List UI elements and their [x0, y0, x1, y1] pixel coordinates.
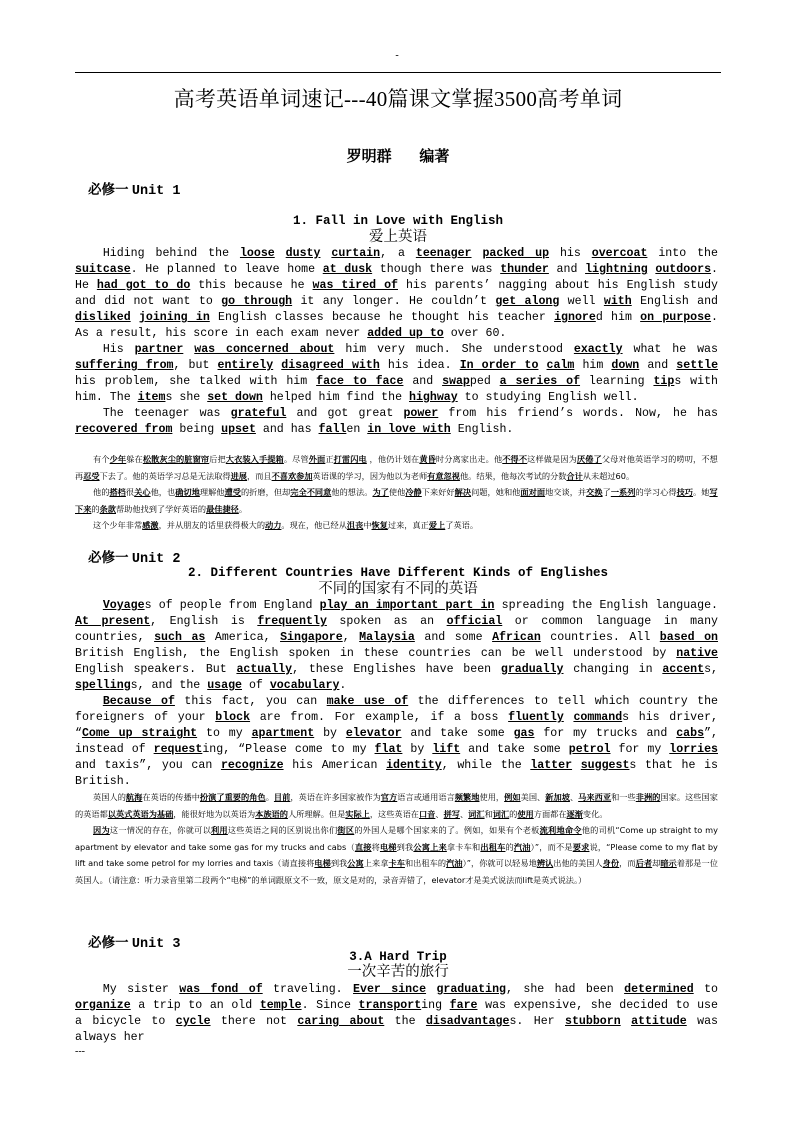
vocab-term: 窗帘: [192, 454, 210, 464]
vocab-term: block: [215, 711, 251, 724]
vocab-term: 要求: [572, 841, 590, 852]
vocab-term: cycle: [175, 1015, 211, 1028]
vocab-term: 词汇: [492, 808, 510, 819]
vocab-term: 实际上: [345, 808, 370, 819]
author-name: 罗明群: [346, 149, 392, 165]
header-rule: [75, 72, 721, 73]
vocab-term: 关心: [134, 487, 151, 497]
vocab-term: 汽油: [513, 841, 531, 852]
vocab-term: on purpose: [640, 311, 712, 324]
vocab-term: 打雷闪电: [333, 454, 367, 464]
paragraph: The teenager was grateful and got great power from his friend’s words. Now, he has recovered from being upset and has fallen in love with English.: [75, 407, 718, 436]
vocab-term: apartment: [251, 727, 315, 740]
page-footer-mark: ---: [75, 1046, 85, 1057]
paragraph: My sister was fond of traveling. Ever since graduating, she had been determined to organize a trip to an old temple. Since transporting fare was expensive, she decided to use a bicycle to cycle there not caring about the disadvantages. Her stubborn attitude was always her: [75, 983, 718, 1044]
vocab-term: graduating: [436, 983, 507, 996]
vocab-term: face to face: [316, 375, 404, 388]
english-passage: [75, 982, 718, 1046]
vocab-term: 确切地: [175, 487, 200, 497]
vocab-term: 航海: [125, 792, 143, 802]
vocab-term: 不喜欢参加: [271, 470, 313, 481]
vocab-term: 外面: [308, 454, 326, 464]
vocab-term: native: [676, 647, 718, 660]
unit-heading: [88, 181, 180, 201]
vocab-term: 搭档: [109, 487, 126, 497]
vocab-term: a series of: [499, 375, 581, 388]
vocab-term: power: [403, 407, 439, 420]
page-top-mark: -: [395, 50, 399, 61]
lesson-title-en: 3.A Hard Trip: [349, 950, 447, 964]
vocab-term: with: [603, 295, 632, 308]
vocab-term: 恢复: [371, 520, 388, 530]
vocab-term: 非洲的: [635, 792, 661, 802]
vocab-term: transport: [358, 999, 422, 1012]
vocab-term: 爱上: [428, 520, 446, 530]
vocab-term: go through: [221, 295, 293, 308]
vocab-term: cabs: [676, 727, 705, 740]
english-passage: [75, 598, 718, 790]
vocab-term: tip: [653, 375, 675, 388]
vocab-term: 忍受: [83, 470, 100, 481]
vocab-term: set down: [207, 391, 263, 404]
vocab-term: was fond of: [179, 983, 263, 996]
vocab-term: 公寓: [347, 858, 364, 868]
vocab-term: actually: [236, 663, 293, 676]
vocab-term: 遭受: [224, 487, 241, 497]
document-title: 高考英语单词速记---40篇课文掌握3500高考单词: [173, 87, 623, 111]
vocab-term: command: [573, 711, 623, 724]
vocab-term: 扮演了重要的角色: [199, 792, 266, 802]
english-passage: [75, 246, 718, 438]
vocab-term: ignore: [554, 311, 596, 324]
lesson-title-zh: 爱上英语: [369, 229, 427, 245]
vocab-term: 汽油: [446, 858, 463, 868]
vocab-term: overcoat: [591, 247, 648, 260]
vocab-term: down: [611, 359, 640, 372]
vocab-term: 流利地命令: [539, 825, 582, 835]
vocab-term: 电梯: [314, 858, 331, 868]
paragraph: Voyages of people from England play an important part in spreading the English language. At present, English is frequently spoken as an official or common language in many countries, such as America, Singapore, Malaysia and some African countries. All based on British English, the English spoken in these countries can be well understood by native English speakers. But actually, these Englishes have been gradually changing in accents, spellings, and the usage of vocabulary.: [75, 599, 719, 692]
unit-label-zh: 必修一: [88, 935, 129, 950]
vocab-term: 最佳捷径: [206, 503, 239, 514]
vocab-term: spelling: [75, 679, 131, 692]
vocab-term: make use of: [326, 695, 409, 708]
vocab-term: was concerned about: [194, 343, 335, 356]
vocab-term: item: [137, 391, 166, 404]
lesson-title-zh: 不同的国家有不同的英语: [318, 581, 478, 597]
vocab-term: suggest: [580, 759, 630, 772]
vocab-term: 暗示: [660, 858, 677, 868]
vocab-term: identity: [386, 759, 442, 772]
vocab-term: 词汇: [468, 808, 485, 819]
chinese-translation: [75, 451, 718, 534]
vocab-term: 交换: [586, 487, 603, 497]
vocab-term: disliked: [75, 311, 131, 324]
vocab-term: 官方: [380, 792, 398, 802]
vocab-term: get along: [495, 295, 560, 308]
vocab-term: based on: [659, 631, 719, 644]
vocab-term: lorries: [669, 743, 718, 756]
vocab-term: suffering from: [75, 359, 174, 372]
vocab-term: 例如: [504, 792, 521, 802]
vocab-term: 后者: [635, 858, 653, 868]
vocab-term: In order to: [459, 359, 539, 372]
vocab-term: added up to: [367, 327, 444, 340]
vocab-term: 口音: [418, 808, 436, 819]
vocab-term: had got to do: [96, 279, 191, 292]
vocab-term: determined: [624, 983, 694, 996]
vocab-term: Singapore: [280, 631, 343, 644]
vocab-term: lift: [432, 743, 461, 756]
vocab-term: 使用: [517, 808, 534, 819]
vocab-term: swap: [442, 375, 470, 388]
vocab-term: disagreed with: [281, 359, 380, 372]
vocab-term: 解决: [454, 487, 472, 497]
vocab-term: 本族语的: [255, 808, 288, 819]
vocab-term: partner: [134, 343, 184, 356]
lesson-title-en: 1. Fall in Love with English: [292, 214, 504, 228]
vocab-term: temple: [259, 999, 302, 1012]
vocab-term: in love with: [367, 423, 451, 436]
vocab-term: elevator: [345, 727, 402, 740]
vocab-term: Because of: [102, 695, 175, 708]
vocab-term: fall: [318, 423, 347, 436]
vocab-term: 马来西亚: [578, 792, 612, 802]
vocab-term: entirely: [217, 359, 274, 372]
vocab-term: 街区: [337, 825, 355, 835]
vocab-term: 大衣: [225, 454, 243, 464]
vocab-term: 一系列: [610, 487, 636, 497]
vocab-term: 身份: [602, 858, 620, 868]
vocab-term: loose: [239, 247, 275, 260]
vocab-term: fare: [449, 999, 478, 1012]
vocab-term: 有意忽视: [427, 470, 460, 481]
paragraph: Because of this fact, you can make use of the differences to tell which country the foreigners of your block are from. For example, if a boss fluently commands his driver, “Come up straight to my apartment by elevator and take some gas for my trucks and cabs”, instead of requesting, “Please come to my flat by lift and take some petrol for my lorries and taxis”, you can recognize his American identity, while the latter suggests that he is British.: [75, 695, 719, 788]
vocab-term: 合计: [566, 470, 583, 481]
lesson-title-zh: 一次辛苦的旅行: [347, 964, 449, 980]
vocab-term: recognize: [220, 759, 284, 772]
vocab-term: dusty: [285, 247, 321, 260]
author-line: [75, 148, 721, 166]
paragraph: 他的搭档很关心他，也确切地理解他遭受的折磨，但却完全不同意他的想法。为了使他冷静下来好好解决问题，她和他面对面地交谈，并交换了一系列的学习心得技巧。她写下来的条款帮助他找到了学好英语的最佳捷径。: [75, 487, 718, 514]
vocab-term: 目前: [273, 792, 291, 802]
vocab-term: lightning: [585, 263, 648, 276]
vocab-term: Ever since: [353, 983, 427, 996]
vocab-term: 拼写: [443, 808, 460, 819]
vocab-term: petrol: [568, 743, 611, 756]
vocab-term: 电梯: [379, 841, 397, 852]
vocab-term: packed up: [482, 247, 550, 260]
vocab-term: 公寓上来: [413, 841, 447, 852]
paragraph: Hiding behind the loose dusty curtain, a teenager packed up his overcoat into the suitcase. He planned to leave home at dusk though there was thunder and lightning outdoors. He had got to do this because he was tired of his parents’ nagging about his English study and did not want to go through it any longer. He couldn’t get along well with English and disliked joining in English classes because he thought his teacher ignored him on purpose. As a result, his score in each exam never added up to over 60.: [75, 247, 719, 340]
vocab-term: organize: [75, 999, 131, 1012]
vocab-term: African: [492, 631, 541, 644]
vocab-term: 少年: [109, 454, 127, 464]
vocab-term: latter: [530, 759, 573, 772]
vocab-term: 条款: [99, 503, 116, 514]
vocab-term: outdoors: [655, 263, 712, 276]
vocab-term: 冷静: [405, 487, 422, 497]
vocab-term: 为了: [372, 487, 389, 497]
paragraph: 有个少年躲在松散灰尘的脏窗帘后把大衣装入手提箱。尽管外面正打雷闪电 ，他仍计划在黄昏时分离家出走。他不得不这样做是因为厌倦了父母对他英语学习的唠叨，不想再忍受下去了。他的英语学习总是无法取得进展，而且不喜欢参加英语课的学习，因为他以为老师有意忽视他。结果，他每次考试的分数合计从未超过60。: [75, 454, 718, 481]
vocab-term: play an important part in: [319, 599, 495, 612]
vocab-term: 厌倦了: [576, 454, 602, 464]
vocab-term: 装入手提箱: [242, 454, 284, 464]
lesson-title-en: 2. Different Countries Have Different Kinds of Englishes: [187, 566, 609, 580]
vocab-term: gradually: [500, 663, 564, 676]
vocab-term: exactly: [573, 343, 623, 356]
vocab-term: At present: [75, 615, 151, 628]
vocab-term: flat: [374, 743, 403, 756]
vocab-term: teenager: [415, 247, 472, 260]
vocab-term: usage: [207, 679, 242, 692]
vocab-term: 利用: [211, 825, 228, 835]
vocab-term: 黄昏: [419, 454, 436, 464]
vocab-term: 直接: [354, 841, 372, 852]
vocab-term: disadvantage: [425, 1015, 510, 1028]
vocab-term: 动力: [265, 520, 282, 530]
unit-label-en: Unit 1: [131, 184, 181, 199]
vocab-term: 感激: [142, 520, 159, 530]
vocab-term: Come up straight: [81, 727, 198, 740]
vocab-term: 技巧: [676, 487, 693, 497]
vocab-term: 卡车: [388, 858, 405, 868]
vocab-term: Malaysia: [359, 631, 415, 644]
vocab-term: 辨认: [536, 858, 554, 868]
vocab-term: curtain: [331, 247, 381, 260]
vocab-term: suitcase: [75, 263, 131, 276]
vocab-term: caring about: [297, 1015, 385, 1028]
vocab-term: was tired of: [312, 279, 398, 292]
vocab-term: gas: [513, 727, 535, 740]
vocab-term: 写下来: [75, 487, 718, 514]
paragraph: 这个少年非常感激，并从朋友的话里获得极大的动力。现在，他已经从沮丧中恢复过来，真正爱上了英语。: [93, 520, 479, 530]
unit-label-en: Unit 3: [131, 937, 181, 952]
vocab-term: 出租车: [480, 841, 506, 852]
vocab-term: joining in: [138, 311, 210, 324]
vocab-term: 脏: [184, 454, 193, 464]
paragraph: 因为这一情况的存在，你就可以利用这些英语之间的区别说出你们街区的外国人是哪个国家来的了。例如，如果有个老板流利地命令他的司机“Come up straight to my apartment by elevator and take some gas for my trucks and cabs（直接将电梯到我公寓上来拿卡车和出租车的汽油）”，而不是要求说，“Please come to my flat by lift and take some petrol for my lorries and taxis（请直接将电梯到我公寓上来拿卡车和出租车的汽油）”，你就可以轻易地辨认出他的美国人身份，而后者却暗示着那是一位英国人。（请注意：听力录音里第二段两个“电梯”的单词跟原文不一致，原文是对的，录音弄错了，elevator才是美式说法而lift是英式说法。）: [75, 825, 718, 885]
unit-label-zh: 必修一: [88, 182, 129, 197]
vocab-term: accent: [662, 663, 705, 676]
paragraph: 英国人的航海在英语的传播中扮演了重要的角色。目前，英语在许多国家被作为官方语言或通用语言频繁地使用，例如美国、新加坡、马来西亚和一些非洲的国家。这些国家的英语都以英式英语为基础，能很好地为以英语为本族语的人所理解。但是实际上，这些英语在口音、拼写、词汇和词汇的使用方面都在逐渐变化。: [75, 792, 718, 819]
vocab-term: frequently: [257, 615, 327, 628]
vocab-term: 进展: [230, 470, 247, 481]
vocab-term: official: [446, 615, 503, 628]
vocab-term: 新加坡: [545, 792, 570, 802]
vocab-term: 因为: [93, 825, 110, 835]
vocab-term: 不得不: [502, 454, 528, 464]
vocab-term: calm: [546, 359, 575, 372]
paragraph: His partner was concerned about him very much. She understood exactly what he was suffering from, but entirely disagreed with his idea. In order to calm him down and settle his problem, she talked with him face to face and swapped a series of learning tips with him. The items she set down helped him find the highway to studying English well.: [75, 343, 719, 404]
vocab-term: attitude: [631, 1015, 687, 1028]
vocab-term: stubborn: [565, 1015, 621, 1028]
vocab-term: Voyage: [102, 599, 145, 612]
vocab-term: 频繁地: [454, 792, 480, 802]
vocab-term: at dusk: [322, 263, 373, 276]
author-role: 编著: [419, 149, 450, 165]
vocab-term: 逐渐: [566, 808, 583, 819]
vocab-term: 完全不同意: [290, 487, 332, 497]
vocab-term: highway: [409, 391, 458, 404]
vocab-term: 面对面: [520, 487, 546, 497]
vocab-term: fluently: [508, 711, 564, 724]
vocab-term: recovered from: [75, 423, 173, 436]
vocab-term: 松散灰尘的: [142, 454, 185, 464]
vocab-term: such as: [154, 631, 206, 644]
vocab-term: grateful: [230, 407, 287, 420]
vocab-term: settle: [676, 359, 719, 372]
unit-label-zh: 必修一: [88, 550, 129, 565]
vocab-term: vocabulary: [269, 679, 340, 692]
vocab-term: 以英式英语为基础: [107, 808, 174, 819]
chinese-translation: [75, 789, 718, 888]
vocab-term: 沮丧: [346, 520, 364, 530]
vocab-term: request: [153, 743, 203, 756]
vocab-term: thunder: [500, 263, 549, 276]
vocab-term: upset: [221, 423, 256, 436]
unit-label-en: Unit 2: [131, 552, 181, 567]
